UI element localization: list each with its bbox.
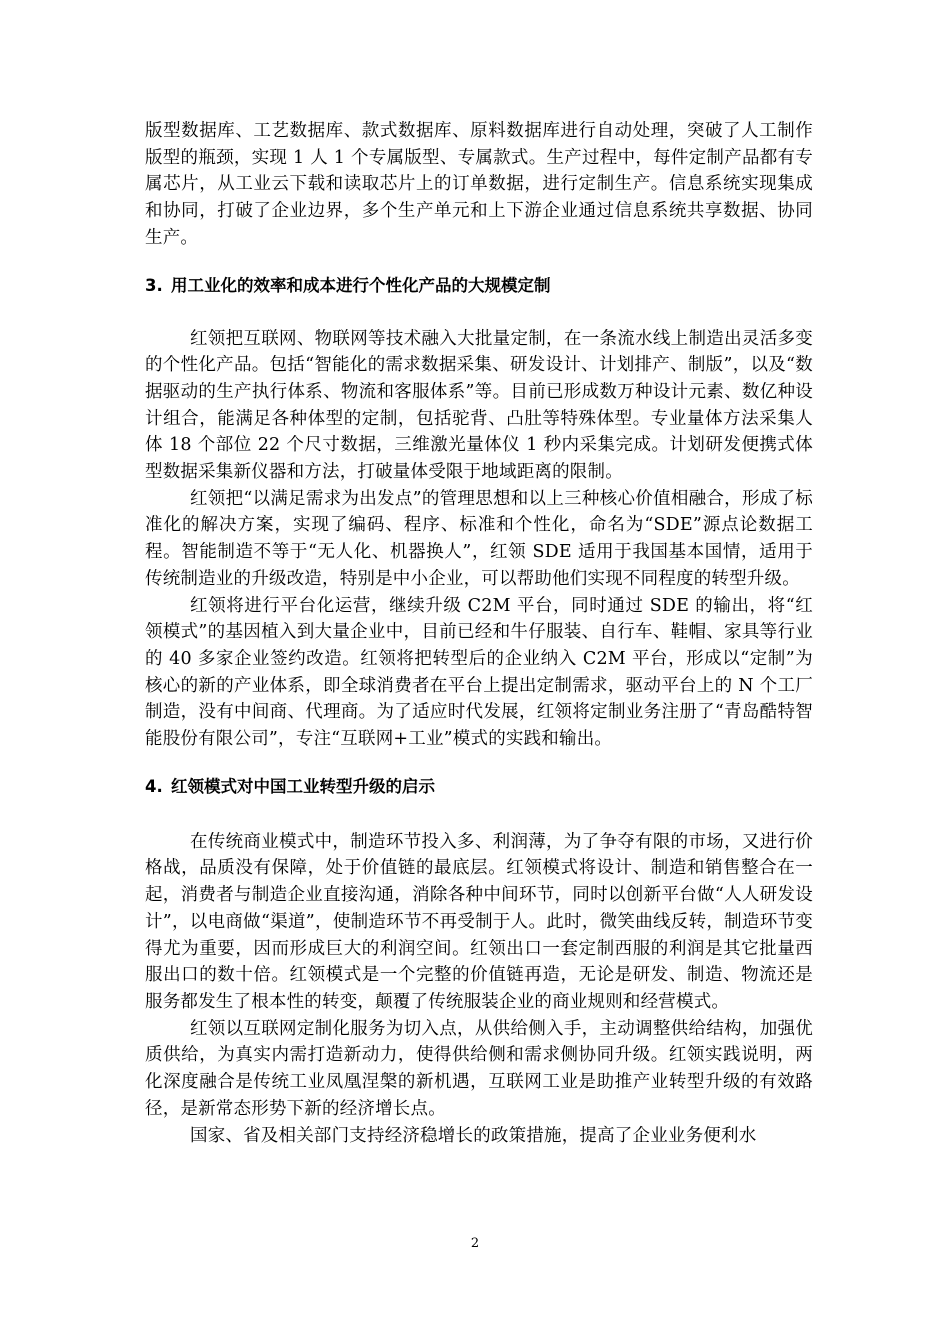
section-3-title: 用工业化的效率和成本进行个性化产品的大规模定制 — [171, 275, 551, 295]
section-4-paragraph-1: 在传统商业模式中，制造环节投入多、利润薄，为了争夺有限的市场，又进行价格战，品质没有保障，处于价值链的最底层。红领模式将设计、制造和销售整合在一起，消费者与制造企业直接沟通，消除各种中间环节，同时以创新平台做“人人研发设计”，以电商做“渠道”，使制造环节不再受制于人。此时，微笑曲线反转，制造环节变得尤为重要，因而形成巨大的利润空间。红领出口一套定制西服的利润是其它批量西服出口的数十倍。红领模式是一个完整的价值链再造，无论是研发、制造、物流还是服务都发生了根本性的转变，颠覆了传统服装企业的商业规则和经营模式。 — [145, 831, 813, 1012]
section-4-heading — [145, 775, 813, 799]
page-number: 2 — [470, 1236, 480, 1251]
section-4-paragraph-3: 国家、省及相关部门支持经济稳增长的政策措施，提高了企业业务便利水 — [190, 1125, 757, 1146]
section-3-paragraph-3: 红领将进行平台化运营，继续升级 C2M 平台，同时通过 SDE 的输出，将“红领模式”的基因植入到大量企业中，目前已经和牛仔服装、自行车、鞋帽、家具等行业的 40 多家企业签约改造。红领将把转型后的企业纳入 C2M 平台，形成以“定制”为核心的新的产业体系，即全球消费者在平台上提出定制需求，驱动平台上的 N 个工厂制造，没有中间商、代理商。为了适应时代发展，红领将定制业务注册了“青岛酷特智能股份有限公司”，专注“互联网+工业”模式的实践和输出。 — [145, 595, 813, 750]
section-3-paragraph-1: 红领把互联网、物联网等技术融入大批量定制，在一条流水线上制造出灵活多变的个性化产品。包括“智能化的需求数据采集、研发设计、计划排产、制版”，以及“数据驱动的生产执行体系、物流和客服体系”等。目前已形成数万种设计元素、数亿种设计组合，能满足各种体型的定制，包括驼背、凸肚等特殊体型。专业量体方法采集人体 18 个部位 22 个尺寸数据，三维激光量体仪 1 秒内采集完成。计划研发便携式体型数据采集新仪器和方法，打破量体受限于地域距离的限制。 — [145, 328, 813, 483]
section-4-title: 红领模式对中国工业转型升级的启示 — [171, 776, 435, 796]
document-page — [145, 118, 813, 1149]
section-4-paragraph-2: 红领以互联网定制化服务为切入点，从供给侧入手，主动调整供给结构，加强优质供给，为真实内需打造新动力，使得供给侧和需求侧协同升级。红领实践说明，两化深度融合是传统工业凤凰涅槃的新机遇，互联网工业是助推产业转型升级的有效路径，是新常态形势下新的经济增长点。 — [145, 1018, 813, 1119]
section-3-number: 3. — [145, 275, 163, 295]
paragraph-continuation: 版型数据库、工艺数据库、款式数据库、原料数据库进行自动处理，突破了人工制作版型的瓶颈，实现 1 人 1 个专属版型、专属款式。生产过程中，每件定制产品都有专属芯片，从工业云下载和读取芯片上的订单数据，进行定制生产。信息系统实现集成和协同，打破了企业边界，多个生产单元和上下游企业通过信息系统共享数据、协同生产。 — [145, 121, 813, 248]
section-3-paragraph-2: 红领把“以满足需求为出发点”的管理思想和以上三种核心价值相融合，形成了标准化的解决方案，实现了编码、程序、标准和个性化，命名为“SDE”源点论数据工程。智能制造不等于“无人化、机器换人”，红领 SDE 适用于我国基本国情，适用于传统制造业的升级改造，特别是中小企业，可以帮助他们实现不同程度的转型升级。 — [145, 488, 813, 589]
section-3-heading — [145, 274, 813, 298]
section-4-number: 4. — [145, 776, 163, 796]
